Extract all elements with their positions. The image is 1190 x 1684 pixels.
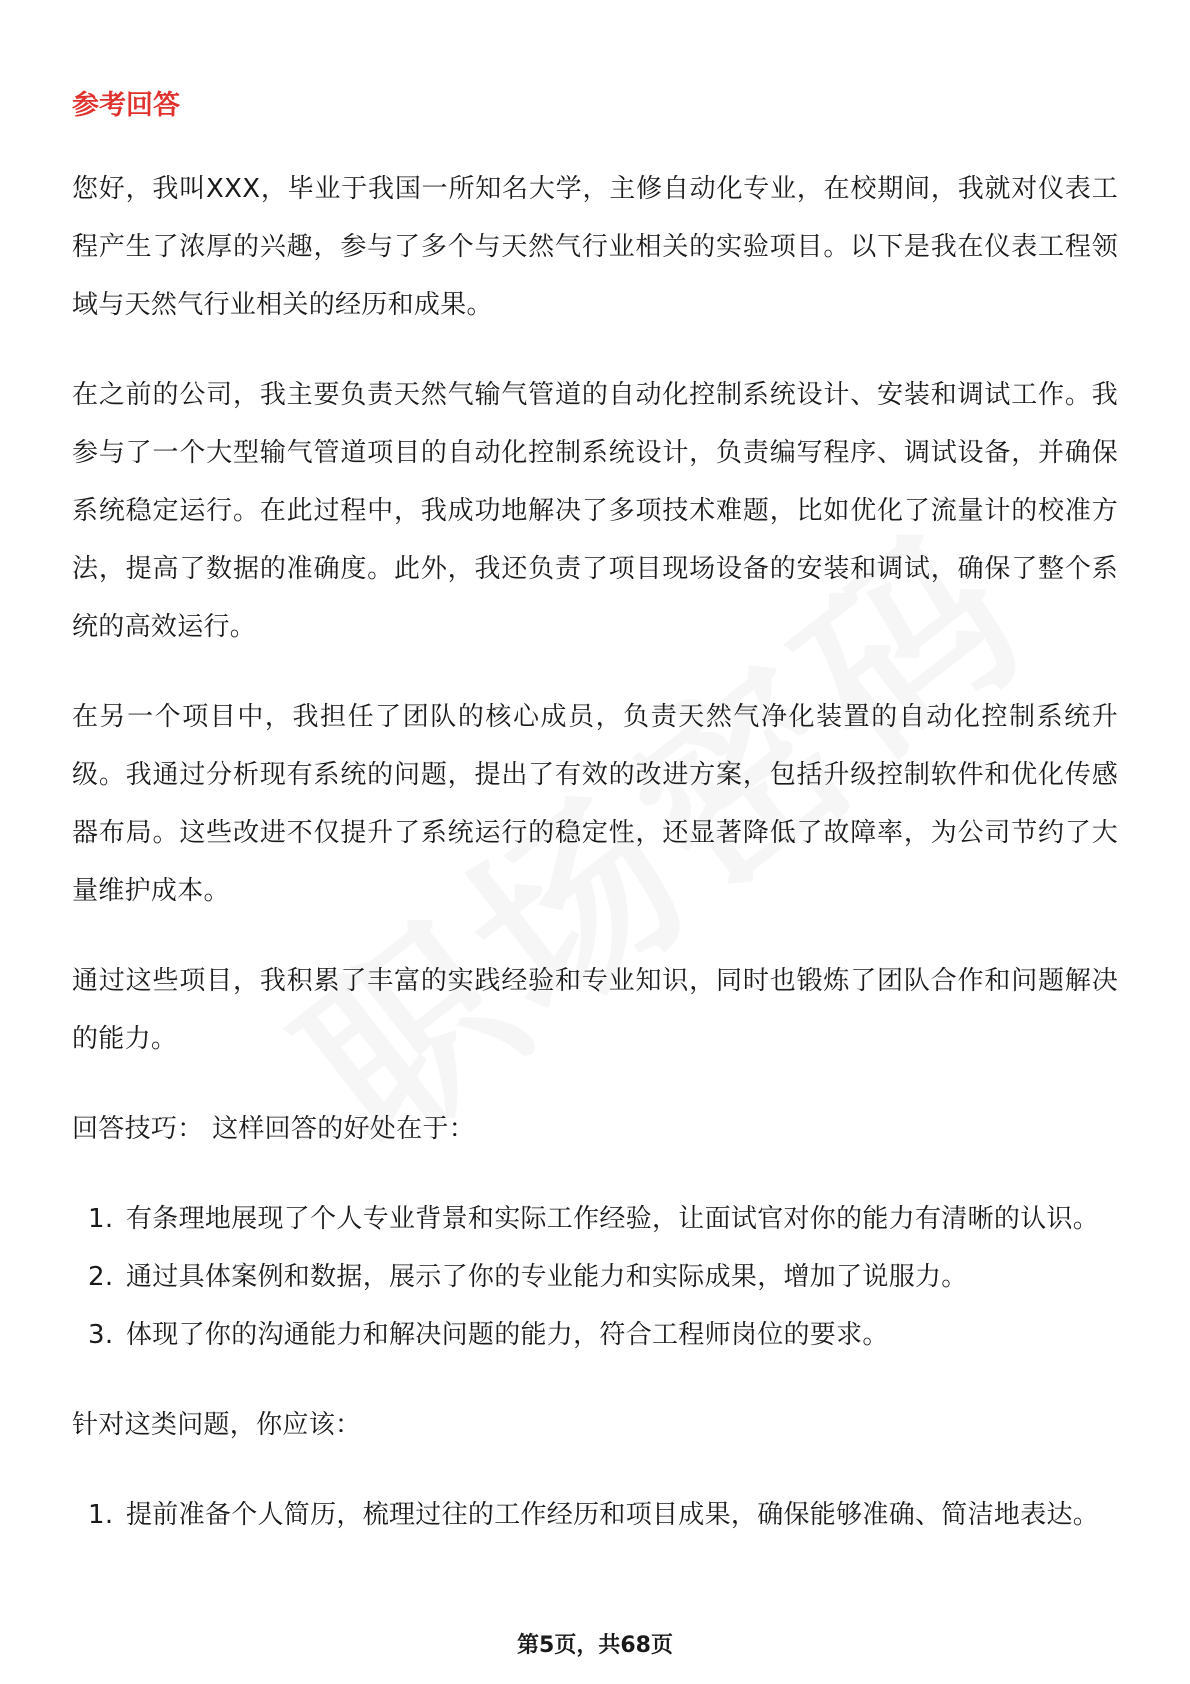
section-heading: 参考回答 [72,90,180,121]
list-item-text: 通过具体案例和数据，展示了你的专业能力和实际成果，增加了说服力。 [126,1262,968,1292]
paragraph-intro: 您好，我叫XXX，毕业于我国一所知名大学，主修自动化专业，在校期间，我就对仪表工程产生了浓厚的兴趣，参与了多个与天然气行业相关的实验项目。以下是我在仪表工程领域与天然气行业相关的经历和成果。 [72,174,1118,320]
list-number: 1. [88,1204,114,1234]
list-item [72,1486,1118,1544]
list-number: 3. [88,1320,114,1350]
list-item-text: 体现了你的沟通能力和解决问题的能力，符合工程师岗位的要求。 [126,1320,889,1350]
list-item-text: 提前准备个人简历，梳理过往的工作经历和项目成果，确保能够准确、简洁地表达。 [126,1500,1100,1530]
list-item [72,1248,1118,1306]
advice-list [72,1486,1118,1544]
tips-list [72,1190,1118,1364]
list-item-text: 有条理地展现了个人专业背景和实际工作经验，让面试官对你的能力有清晰的认识。 [126,1204,1100,1234]
list-number: 2. [88,1262,114,1292]
list-number: 1. [88,1500,114,1530]
list-item [72,1190,1118,1248]
list-item [72,1306,1118,1364]
paragraph-previous-company: 在之前的公司，我主要负责天然气输气管道的自动化控制系统设计、安装和调试工作。我参与了一个大型输气管道项目的自动化控制系统设计，负责编写程序、调试设备，并确保系统稳定运行。在此过程中，我成功地解决了多项技术难题，比如优化了流量计的校准方法，提高了数据的准确度。此外，我还负责了项目现场设备的安装和调试，确保了整个系统的高效运行。 [72,380,1118,642]
tips-label: 回答技巧： 这样回答的好处在于： [72,1114,476,1144]
page-footer: 第5页，共68页 [517,1633,673,1658]
content-area [72,86,1118,1576]
paragraph-summary: 通过这些项目，我积累了丰富的实践经验和专业知识，同时也锻炼了团队合作和问题解决的能力。 [72,966,1118,1054]
advice-label: 针对这类问题，你应该： [72,1410,362,1440]
paragraph-another-project: 在另一个项目中，我担任了团队的核心成员，负责天然气净化装置的自动化控制系统升级。我通过分析现有系统的问题，提出了有效的改进方案，包括升级控制软件和优化传感器布局。这些改进不仅提升了系统运行的稳定性，还显著降低了故障率，为公司节约了大量维护成本。 [72,702,1118,906]
